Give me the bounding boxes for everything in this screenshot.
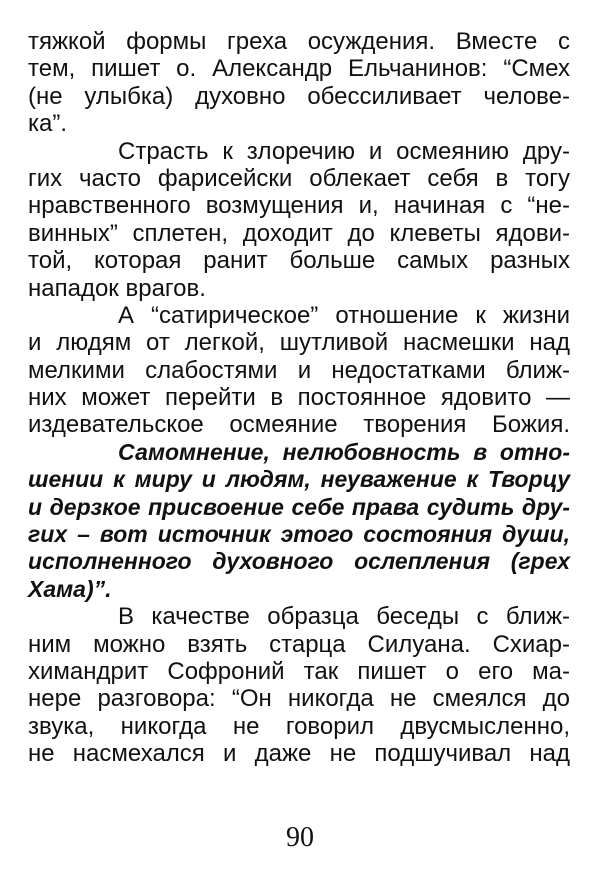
text-line: нере разговора: “Он никогда не смеялся до <box>28 685 570 713</box>
emphasized-text-line: шении к миру и людям, неуважение к Творцу <box>28 466 570 493</box>
emphasized-text-line: и дерзкое присвоение себе права судить дру- <box>28 493 570 520</box>
page-body-text <box>28 28 570 768</box>
text-line: В качестве образца беседы с ближ- <box>118 603 570 631</box>
text-line: А “сатирическое” отношение к жизни <box>118 301 570 329</box>
text-line: ка”. <box>28 110 68 138</box>
text-line: издевательское осмеяние творения Божия. <box>28 411 570 439</box>
text-line: химандрит Софроний так пишет о его ма- <box>28 657 570 685</box>
text-line: (не улыбка) духовно обессиливает челове- <box>28 82 570 110</box>
emphasized-text-line: гих – вот источник этого состояния души, <box>28 521 570 548</box>
text-line: гих часто фарисейски облекает себя в тогу <box>28 164 570 192</box>
page-number: 90 <box>286 822 314 853</box>
text-line: мелкими слабостями и недостатками ближ- <box>28 356 570 384</box>
emphasized-text-line: Самомнение, нелюбовность в отно- <box>118 438 570 465</box>
text-line: нападок врагов. <box>28 274 206 302</box>
text-line: и людям от легкой, шутливой насмешки над <box>28 329 570 357</box>
text-line: нравственного возмущения и, начиная с “не- <box>28 192 570 220</box>
text-line: не насмехался и даже не подшучивал над <box>28 740 570 768</box>
text-line: Страсть к злоречию и осмеянию дру- <box>118 137 570 165</box>
text-line: той, которая ранит больше самых разных <box>28 247 570 275</box>
text-line: тем, пишет о. Александр Ельчанинов: “Смех <box>28 55 570 83</box>
text-line: звука, никогда не говорил двусмысленно, <box>28 712 570 740</box>
text-line: винных” сплетен, доходит до клеветы ядови- <box>28 219 570 247</box>
text-line: ним можно взять старца Силуана. Схиар- <box>28 630 570 658</box>
emphasized-text-line: Хама)”. <box>28 575 112 602</box>
emphasized-text-line: исполненного духовного ослепления (грех <box>28 548 570 575</box>
text-line: тяжкой формы греха осуждения. Вместе с <box>28 28 570 55</box>
text-line: них может перейти в постоянное ядовито — <box>28 384 570 412</box>
